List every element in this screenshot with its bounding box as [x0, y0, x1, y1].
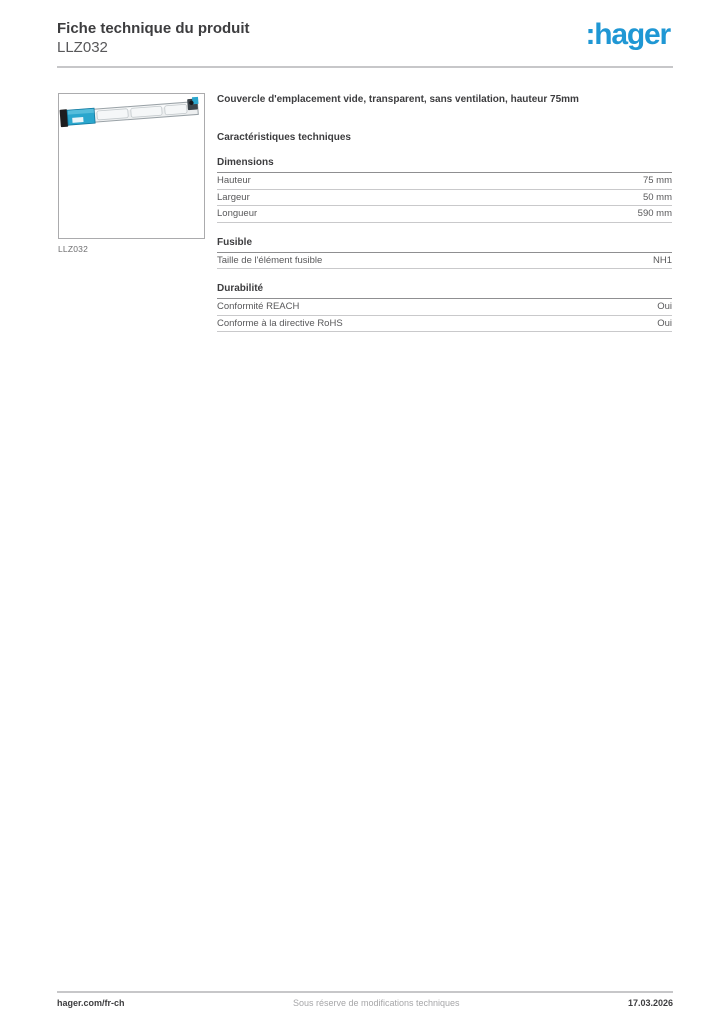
row-value: 590 mm	[637, 208, 672, 219]
table-row	[217, 173, 672, 190]
product-image	[58, 93, 205, 239]
characteristics-heading: Caractéristiques techniques	[217, 132, 351, 143]
table-row	[217, 299, 672, 316]
table-row	[217, 316, 672, 333]
header-divider	[57, 66, 673, 68]
table-row	[217, 190, 672, 207]
footer-disclaimer: Sous réserve de modifications techniques	[292, 998, 460, 1008]
row-value: Oui	[657, 317, 672, 329]
footer-divider	[57, 991, 673, 993]
product-description: Couvercle d'emplacement vide, transparent, sans ventilation, hauteur 75mm	[217, 94, 579, 105]
row-label: Conforme à la directive RoHS	[217, 317, 343, 329]
section-title: Fusible	[217, 237, 672, 253]
row-label: Conformité REACH	[217, 301, 300, 312]
section-fusible	[217, 237, 672, 270]
row-value: NH1	[652, 254, 672, 266]
footer-date: 17.03.2026	[627, 998, 673, 1008]
footer	[57, 998, 673, 1008]
section-durabilite	[217, 283, 672, 332]
spec-column	[217, 93, 672, 332]
page-title: Fiche technique du produit	[57, 20, 250, 37]
hager-logo: :hager	[585, 18, 670, 51]
table-row	[217, 253, 672, 270]
section-title: Durabilité	[217, 283, 672, 299]
section-title: Dimensions	[217, 157, 672, 173]
row-label: Largeur	[217, 191, 250, 203]
product-reference: LLZ032	[57, 39, 108, 56]
table-row	[217, 206, 672, 223]
header	[57, 19, 672, 57]
row-label: Taille de l'élément fusible	[217, 254, 323, 266]
footer-website-link[interactable]: hager.com/fr-ch	[57, 998, 125, 1008]
row-value: Oui	[657, 301, 672, 312]
row-label: Hauteur	[217, 175, 251, 186]
product-image-caption: LLZ032	[58, 244, 89, 254]
product-illustration	[59, 94, 204, 238]
row-label: Longueur	[217, 208, 258, 219]
section-dimensions	[217, 157, 672, 223]
row-value: 75 mm	[642, 175, 672, 186]
row-value: 50 mm	[642, 191, 672, 203]
product-image-column	[58, 93, 205, 254]
